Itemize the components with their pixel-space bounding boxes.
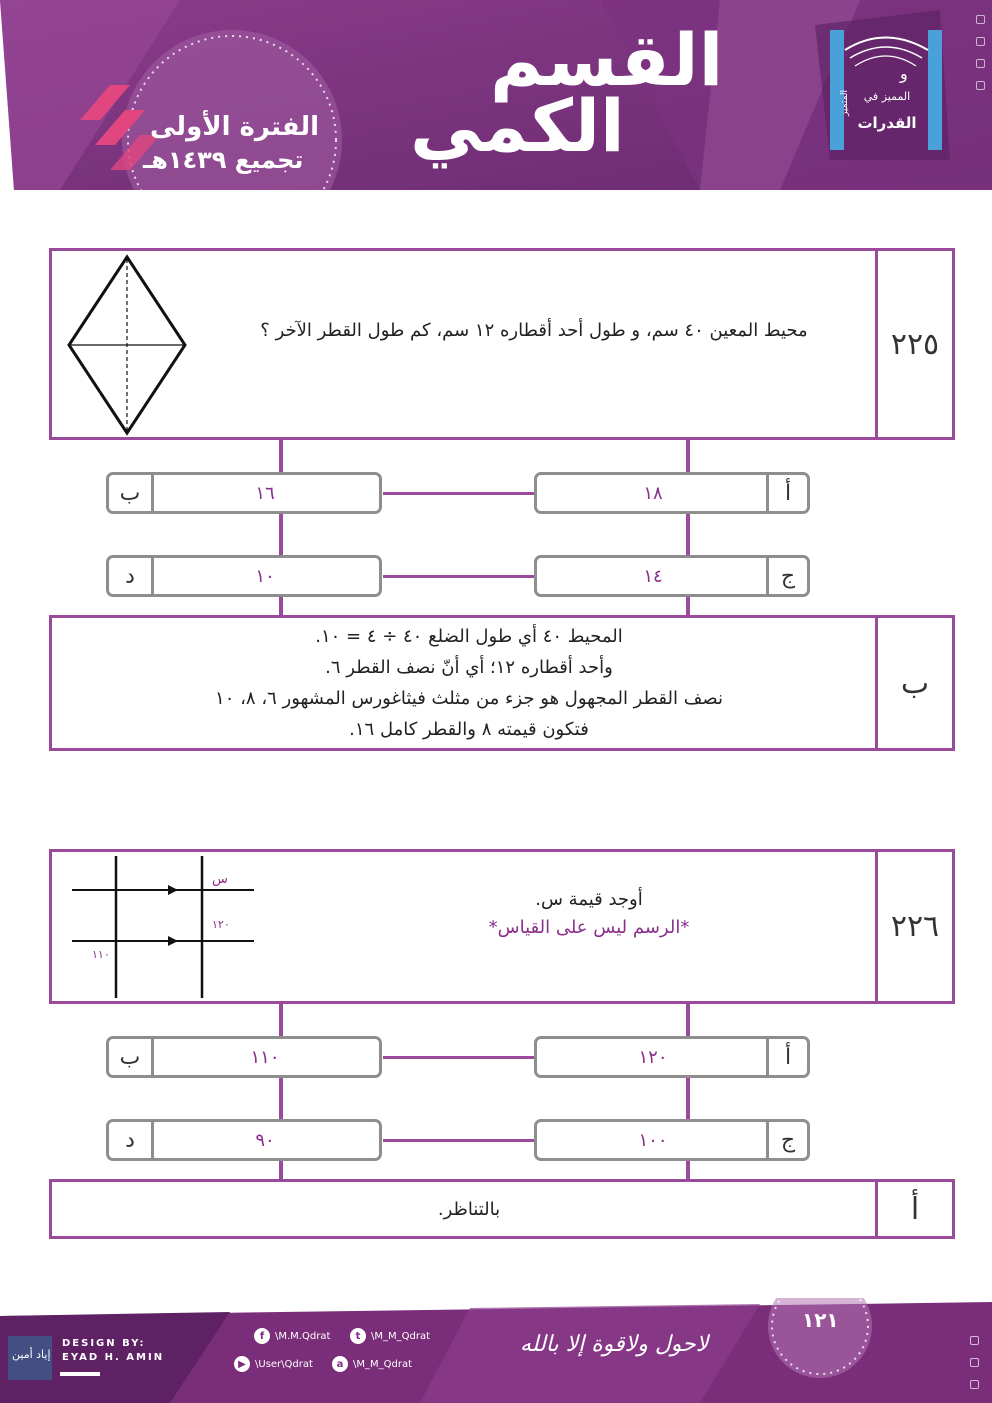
page-footer bbox=[0, 1298, 992, 1403]
option-value: ١٠٠ bbox=[638, 1129, 668, 1151]
option-a[interactable] bbox=[534, 1036, 810, 1078]
option-value: ١١٠ bbox=[250, 1046, 280, 1068]
youtube-icon: ▶ bbox=[234, 1356, 250, 1372]
page-header bbox=[0, 0, 992, 190]
option-c[interactable] bbox=[534, 1119, 810, 1161]
social-ask[interactable] bbox=[332, 1356, 412, 1372]
answer-line: بالتناظر. bbox=[437, 1199, 501, 1220]
option-b[interactable] bbox=[106, 1036, 382, 1078]
period-label: الفترة الأولى bbox=[150, 112, 320, 142]
option-d[interactable] bbox=[106, 555, 382, 597]
footer-background bbox=[0, 1298, 992, 1403]
decor-dot bbox=[970, 1380, 979, 1389]
designer-name: EYAD H. AMIN bbox=[62, 1352, 165, 1363]
answer-box-226 bbox=[49, 1179, 955, 1239]
answer-letter-cell bbox=[875, 1182, 952, 1236]
decor-dot bbox=[976, 15, 985, 24]
page-number: ١٢١ bbox=[802, 1308, 839, 1332]
option-letter: أ bbox=[766, 1039, 807, 1075]
social-handle: \User\Qdrat bbox=[255, 1358, 313, 1370]
question-box-226 bbox=[49, 849, 955, 1004]
answer-letter: ب bbox=[900, 665, 930, 701]
option-letter: د bbox=[109, 558, 154, 594]
social-youtube[interactable] bbox=[234, 1356, 313, 1372]
option-letter: أ bbox=[766, 475, 807, 511]
rhombus-figure bbox=[62, 253, 192, 437]
question-prompt: أوجد قيمة س. bbox=[535, 889, 643, 910]
question-number-cell bbox=[875, 852, 952, 1001]
answer-letter-cell bbox=[875, 618, 952, 748]
option-value: ١٤ bbox=[643, 565, 663, 587]
decor-dot bbox=[976, 37, 985, 46]
social-handle: \M_M_Qdrat bbox=[353, 1358, 413, 1370]
header-title-line1: القسم bbox=[490, 18, 724, 102]
question-text bbox=[312, 886, 866, 942]
decor-dot bbox=[976, 59, 985, 68]
social-twitter[interactable] bbox=[350, 1328, 430, 1344]
option-value: ١٨ bbox=[643, 482, 663, 504]
connector-line bbox=[383, 1056, 536, 1059]
option-value: ١٦ bbox=[255, 482, 275, 504]
option-d[interactable] bbox=[106, 1119, 382, 1161]
figure-label-x: س bbox=[212, 872, 228, 887]
social-facebook[interactable] bbox=[254, 1328, 330, 1344]
logo-letter: و bbox=[900, 64, 908, 83]
logo-text-top: المميز في bbox=[863, 90, 911, 103]
parallel-lines-figure bbox=[66, 852, 266, 1002]
question-number-cell bbox=[875, 251, 952, 437]
decor-dot bbox=[976, 81, 985, 90]
question-number: ٢٢٦ bbox=[890, 909, 940, 944]
collection-label: تجميع ١٤٣٩هـ bbox=[143, 146, 304, 174]
header-title-line2: الكمي bbox=[410, 84, 625, 168]
figure-label-a: ١٢٠ bbox=[212, 918, 230, 931]
ask-icon: a bbox=[332, 1356, 348, 1372]
decor-dot bbox=[970, 1336, 979, 1345]
designer-signature: إياد أمين bbox=[12, 1348, 51, 1361]
question-note: *الرسم ليس على القياس* bbox=[488, 917, 690, 938]
option-c[interactable] bbox=[534, 555, 810, 597]
decor-dot bbox=[970, 1358, 979, 1367]
option-value: ٩٠ bbox=[255, 1129, 275, 1151]
option-letter: ب bbox=[109, 475, 154, 511]
option-a[interactable] bbox=[534, 472, 810, 514]
answer-line: المحيط ٤٠ أي طول الضلع ٤٠ ÷ ٤ = ١٠. bbox=[315, 626, 623, 647]
facebook-icon: f bbox=[254, 1328, 270, 1344]
option-letter: د bbox=[109, 1122, 154, 1158]
answer-explanation bbox=[72, 1194, 866, 1225]
social-handle: \M.M.Qdrat bbox=[275, 1330, 331, 1342]
answer-explanation bbox=[72, 621, 866, 745]
answer-line: نصف القطر المجهول هو جزء من مثلث فيثاغورس المشهور ٦، ٨، ١٠ bbox=[215, 688, 723, 709]
answer-line: فتكون قيمته ٨ والقطر كامل ١٦. bbox=[349, 719, 589, 740]
option-b[interactable] bbox=[106, 472, 382, 514]
option-letter: ج bbox=[766, 1122, 807, 1158]
answer-box-225 bbox=[49, 615, 955, 751]
logo-text-bottom: القدرات bbox=[857, 114, 917, 132]
answer-line: وأحد أقطاره ١٢؛ أي أنّ نصف القطر ٦. bbox=[325, 657, 613, 678]
option-value: ١٠ bbox=[255, 565, 275, 587]
design-by-label: DESIGN BY: bbox=[62, 1338, 146, 1349]
option-letter: ب bbox=[109, 1039, 154, 1075]
answer-letter: أ bbox=[910, 1191, 920, 1227]
connector-line bbox=[383, 492, 536, 495]
question-number: ٢٢٥ bbox=[890, 326, 940, 362]
question-box-225 bbox=[49, 248, 955, 440]
footer-calligraphy: لاحول ولاقوة إلا بالله bbox=[520, 1332, 709, 1357]
connector-line bbox=[383, 1139, 536, 1142]
connector-line bbox=[383, 575, 536, 578]
figure-label-b: ١١٠ bbox=[92, 948, 110, 961]
logo bbox=[840, 62, 928, 142]
option-letter: ج bbox=[766, 558, 807, 594]
twitter-icon: t bbox=[350, 1328, 366, 1344]
option-value: ١٢٠ bbox=[638, 1046, 668, 1068]
question-text: محيط المعين ٤٠ سم، و طول أحد أقطاره ١٢ سم، كم طول القطر الآخر ؟ bbox=[260, 320, 808, 341]
logo-text-left: المتميز bbox=[840, 89, 851, 117]
social-handle: \M_M_Qdrat bbox=[371, 1330, 431, 1342]
